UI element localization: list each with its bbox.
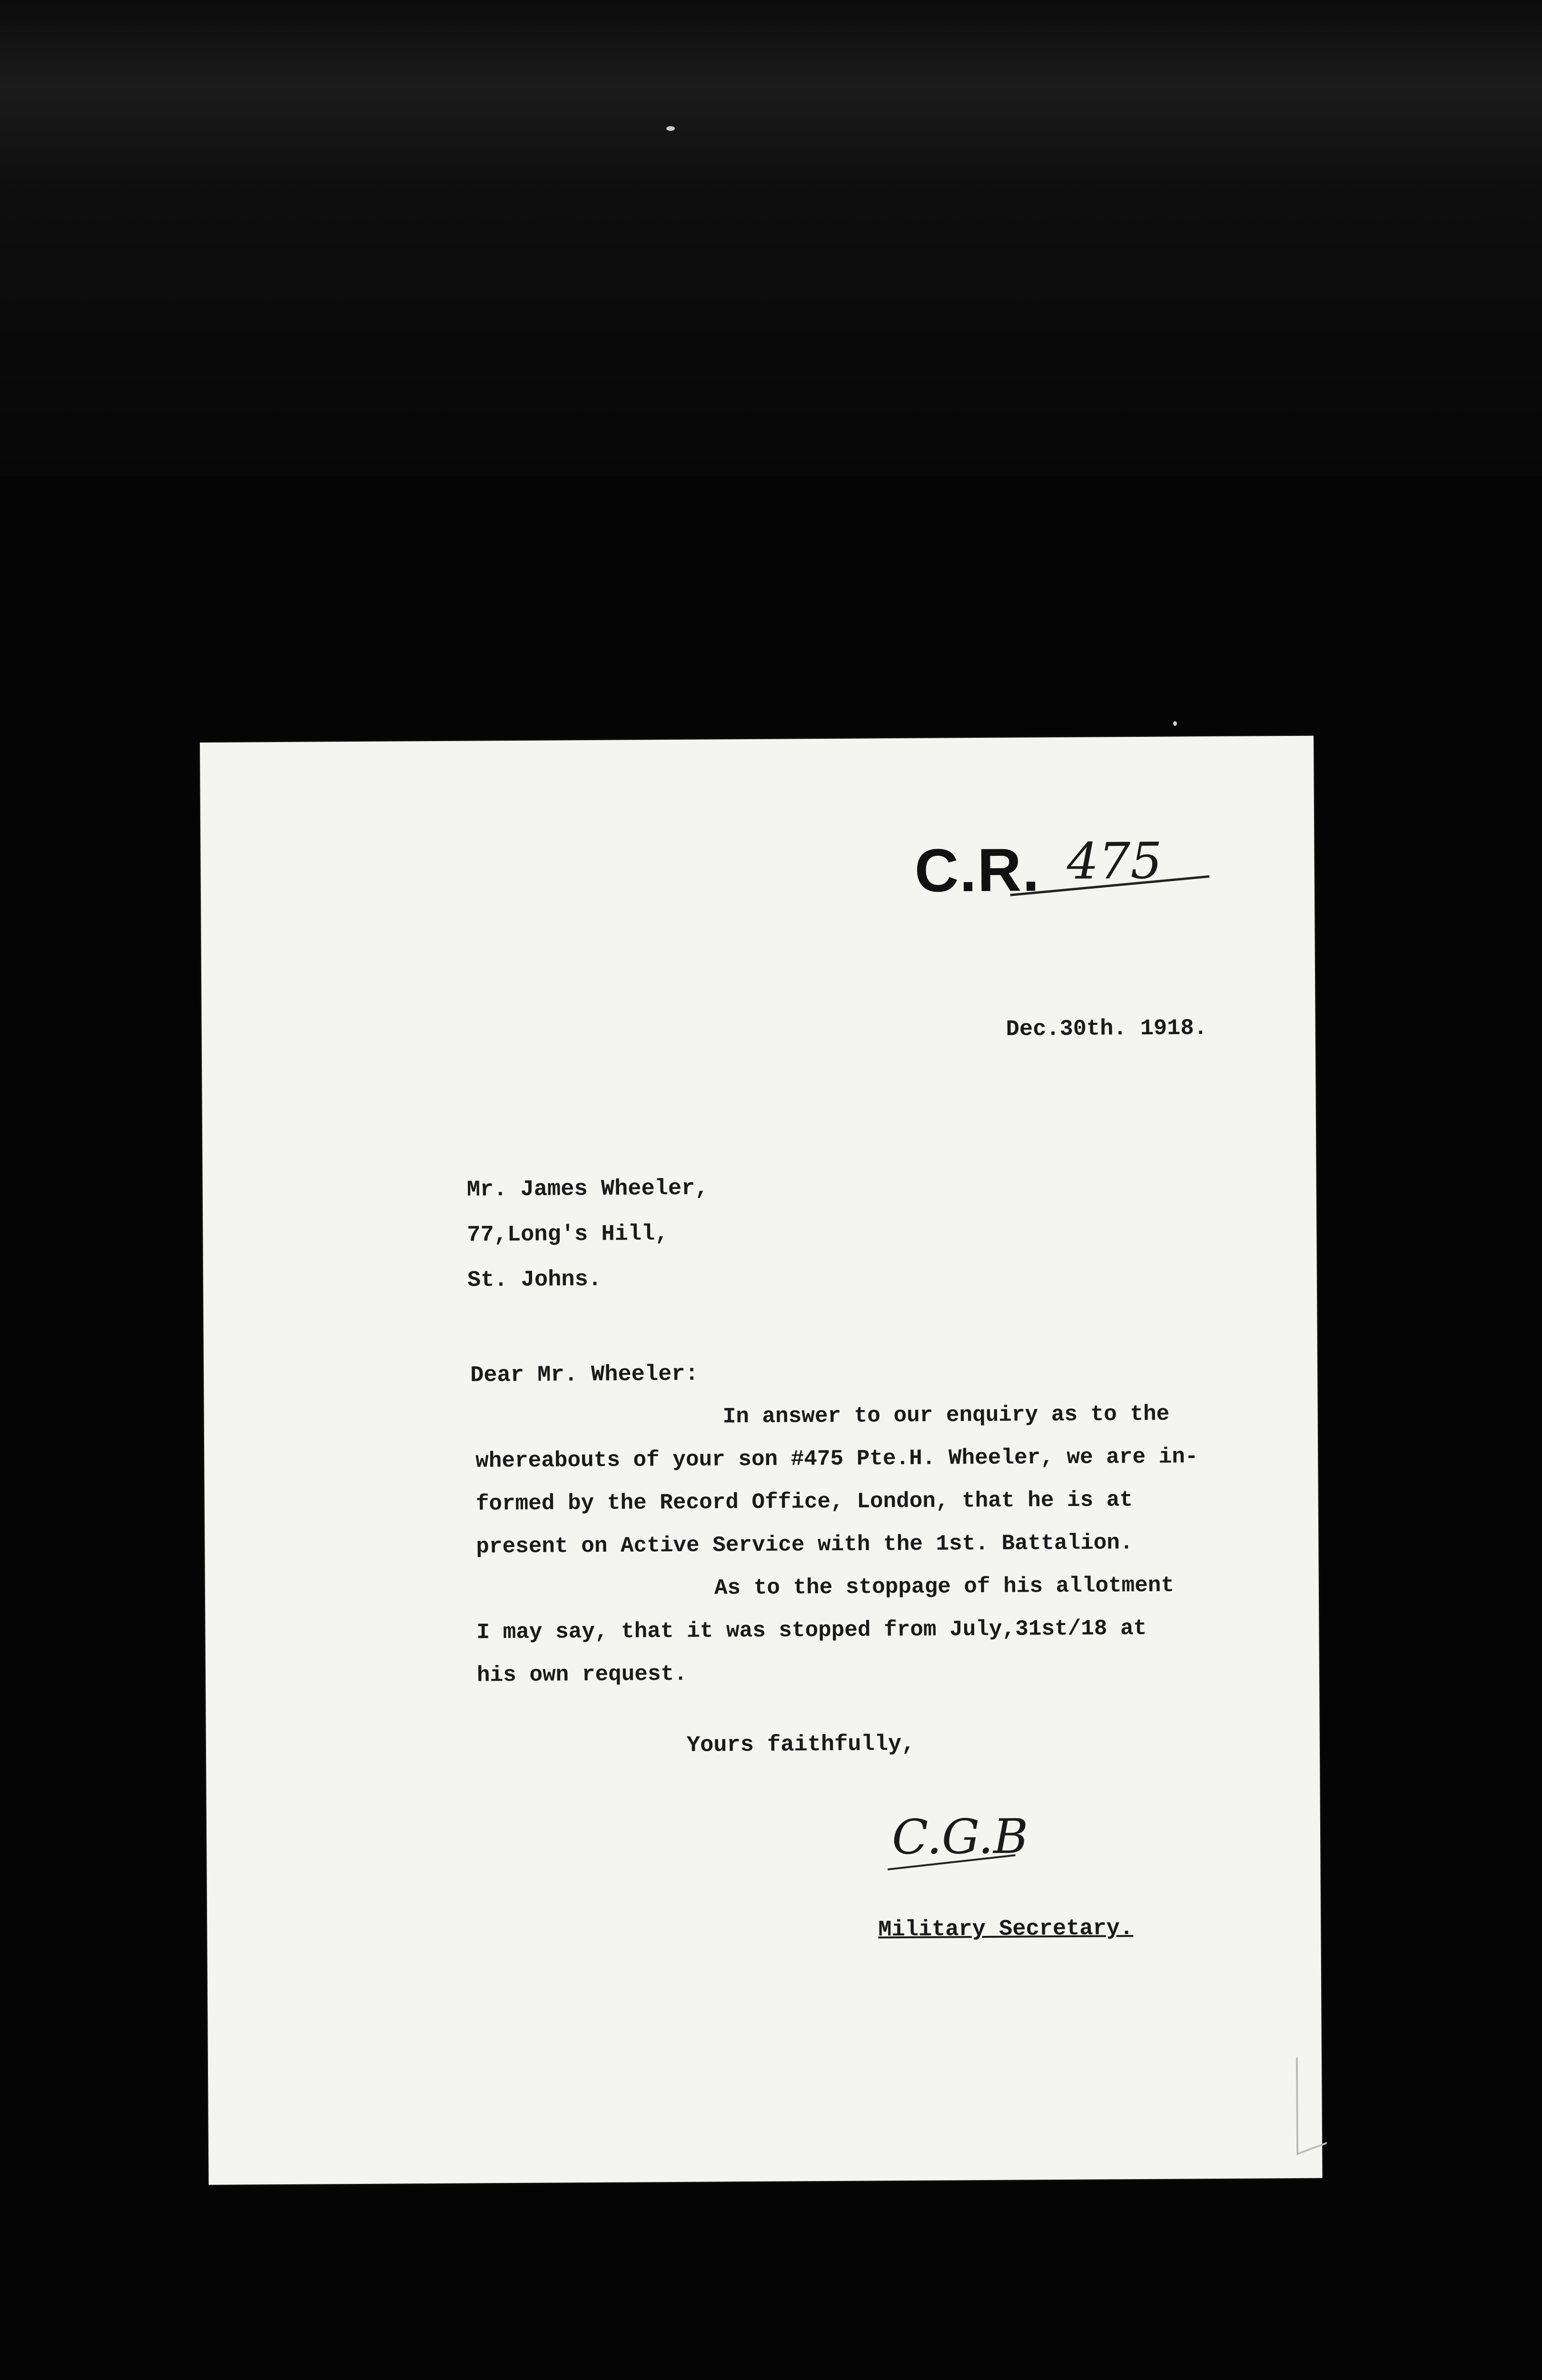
recipient-street: 77,Long's Hill, bbox=[467, 1221, 669, 1248]
letter-date: Dec.30th. 1918. bbox=[1006, 1016, 1207, 1042]
body-line: As to the stoppage of his allotment bbox=[714, 1573, 1175, 1601]
recipient-city: St. Johns. bbox=[467, 1267, 602, 1293]
body-line: In answer to our enquiry as to the bbox=[722, 1401, 1170, 1429]
cr-stamp: C.R. bbox=[914, 836, 1041, 905]
body-line: his own request. bbox=[476, 1661, 687, 1688]
cr-number-handwritten: 475 bbox=[1067, 832, 1163, 891]
salutation: Dear Mr. Wheeler: bbox=[470, 1361, 699, 1388]
recipient-name: Mr. James Wheeler, bbox=[466, 1176, 709, 1203]
scanner-top-band bbox=[0, 0, 1542, 476]
body-line: I may say, that it was stopped from July,31st/18 at bbox=[476, 1616, 1147, 1645]
folded-corner bbox=[1296, 2047, 1327, 2155]
signer-title: Military Secretary. bbox=[878, 1916, 1134, 1943]
dust-speck bbox=[666, 126, 675, 131]
body-line: whereabouts of your son #475 Pte.H. Wheeler, we are in- bbox=[475, 1444, 1198, 1474]
closing: Yours faithfully, bbox=[686, 1731, 915, 1758]
dust-speck bbox=[1173, 721, 1177, 726]
handwritten-signature: C.G.B bbox=[891, 1808, 1028, 1865]
body-line: present on Active Service with the 1st. Battalion. bbox=[476, 1530, 1133, 1559]
letter-page bbox=[200, 736, 1322, 2185]
body-line: formed by the Record Office, London, that he is at bbox=[475, 1488, 1133, 1517]
